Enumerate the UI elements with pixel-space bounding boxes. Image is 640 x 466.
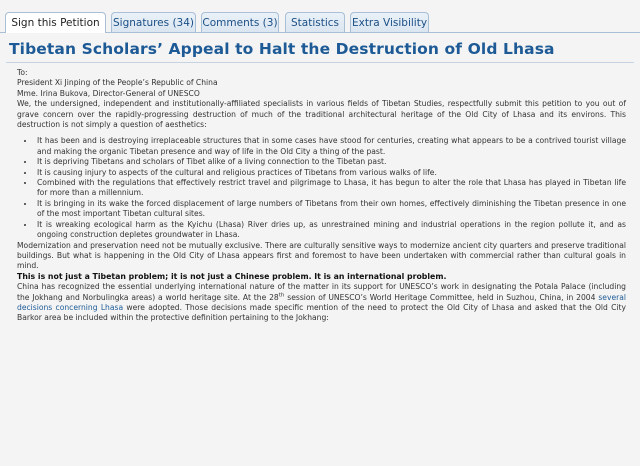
unesco-text-2: session of UNESCO’s World Heritage Committee, held in Suzhou, China, in 2004: [284, 292, 599, 302]
list-item: • It is depriving Tibetans and scholars of Tibet alike of a living connection to the Tibetan past.: [35, 157, 626, 167]
unesco-text-3: were adopted. Those decisions made specific mention of the need to protect the Old City of Lhasa and asked that the Old City Barkor area be included within the protective definition pertaining to the Jokhang:: [17, 302, 627, 323]
tab-comments[interactable]: Comments (3): [201, 12, 279, 32]
list-item: • It is wreaking ecological harm as the Kyichu (Lhasa) River dries up, as unrestrained mining and industrial operations in the region pollute it, and as ongoing construction depletes groundwater in Lhasa.: [35, 220, 626, 241]
petition-body: [17, 68, 626, 324]
tab-extra-visibility[interactable]: Extra Visibility: [350, 12, 429, 32]
petition-title: Tibetan Scholars’ Appeal to Halt the Destruction of Old Lhasa: [9, 40, 555, 58]
unesco-text-1: China has recognized the essential underlying international nature of the matter in its support for UNESCO’s work in designating the Potala Palace (including the Jokhang and Norbulingka areas) a world heritage site. At the 28: [17, 282, 626, 302]
recipient-xi-jinping: President Xi Jinping of the People’s Republic of China: [17, 78, 218, 88]
tab-statistics[interactable]: Statistics: [285, 12, 345, 32]
international-problem-statement: This is not just a Tibetan problem; it is not just a Chinese problem. It is an international problem.: [17, 271, 447, 281]
recipient-unesco: Mme. Irina Bukova, Director-General of UNESCO: [17, 88, 200, 98]
unesco-decisions-link[interactable]: several decisions concerning Lhasa: [17, 292, 627, 312]
list-item: • Combined with the regulations that effectively restrict travel and pilgrimage to Lhasa, it has begun to alter the role that Lhasa has played in Tibetan life for more than a millennium.: [35, 178, 626, 199]
list-item: • It is causing injury to aspects of the cultural and religious practices of Tibetans from various walks of life.: [35, 168, 626, 178]
concerns-list: [17, 136, 626, 240]
title-divider: [6, 62, 634, 63]
tab-signatures[interactable]: Signatures (34): [111, 12, 196, 32]
intro-paragraph: We, the undersigned, independent and institutionally-affiliated specialists in various fields of Tibetan Studies, respectfully submit this petition to you out of grave concern over the rapidly-progressing destruction of much of the traditional architectural heritage of the Old City of Lhasa and its environs. This destruction is not simply a question of aesthetics:: [17, 99, 626, 130]
ordinal-suffix: th: [278, 292, 285, 298]
unesco-paragraph: [17, 282, 626, 324]
tab-bar: [0, 0, 640, 33]
list-item: • It has been and is destroying irreplaceable structures that in some cases have stood for centuries, creating what appears to be a contrived tourist village and making the organic Tibetan presence and way of life in the Old City a thing of the past.: [35, 136, 626, 157]
recipient-label: To:: [17, 68, 28, 77]
tab-sign-petition[interactable]: Sign this Petition: [5, 12, 106, 33]
modernization-paragraph: Modernization and preservation need not be mutually exclusive. There are culturally sensitive ways to modernize ancient city quarters and preserve traditional buildings. But what is happening in the Old City of Lhasa appears first and foremost to have been undertaken with commercial rather than cultural goals in mind.: [17, 240, 626, 271]
list-item: • It is bringing in its wake the forced displacement of large numbers of Tibetans from their own homes, effectively diminishing the Tibetan presence in one of the most important Tibetan cultural sites.: [35, 199, 626, 220]
